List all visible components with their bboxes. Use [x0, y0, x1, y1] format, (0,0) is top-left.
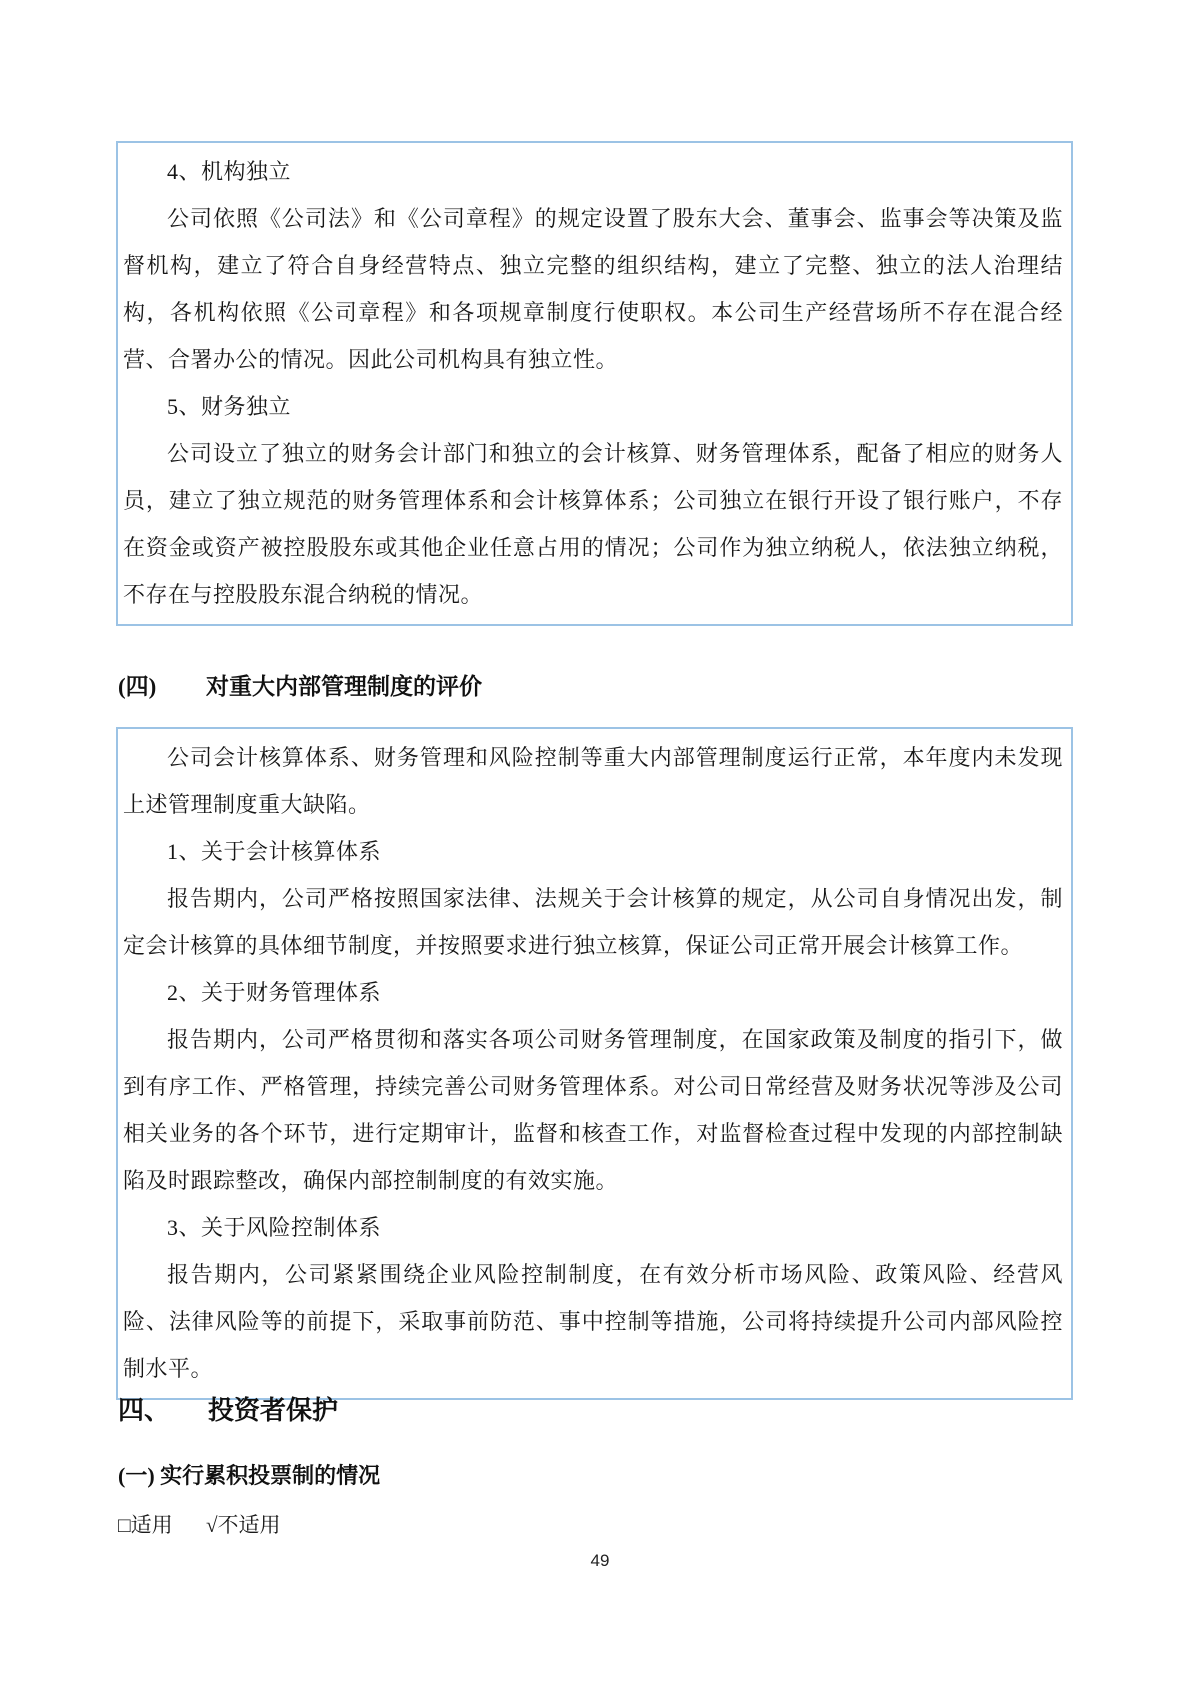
- financial-management-paragraph: 报告期内，公司严格贯彻和落实各项公司财务管理制度，在国家政策及制度的指引下，做到有序工作、严格管理，持续完善公司财务管理体系。对公司日常经营及财务状况等涉及公司相关业务的各个环节，进行定期审计，监督和核查工作，对监督检查过程中发现的内部控制缺陷及时跟踪整改，确保内部控制制度的有效实施。: [123, 1027, 1063, 1193]
- chapter-heading-investor-protection: [118, 1394, 1073, 1428]
- section-title: 对重大内部管理制度的评价: [206, 674, 482, 699]
- independence-section-box: [116, 141, 1073, 626]
- applicability-status: [118, 1510, 280, 1540]
- page-number: 49: [590, 1551, 610, 1570]
- financial-management-heading: 2、关于财务管理体系: [167, 980, 382, 1005]
- section-heading-internal-management-evaluation: [118, 671, 1073, 703]
- section-number: (四): [118, 674, 157, 699]
- financial-independence-paragraph: 公司设立了独立的财务会计部门和独立的会计核算、财务管理体系，配备了相应的财务人员，建立了独立规范的财务管理体系和会计核算体系；公司独立在银行开设了银行账户，不存在资金或资产被控股股东或其他企业任意占用的情况；公司作为独立纳税人，依法独立纳税，不存在与控股股东混合纳税的情况。: [123, 441, 1063, 607]
- org-independence-heading: 4、机构独立: [167, 159, 292, 184]
- chapter-number: 四、: [118, 1396, 171, 1425]
- not-applicable-option-checked: √不适用: [205, 1513, 281, 1537]
- risk-control-paragraph: 报告期内，公司紧紧围绕企业风险控制制度，在有效分析市场风险、政策风险、经营风险、法律风险等的前提下，采取事前防范、事中控制等措施，公司将持续提升公司内部风险控制水平。: [123, 1262, 1063, 1381]
- accounting-system-paragraph: 报告期内，公司严格按照国家法律、法规关于会计核算的规定，从公司自身情况出发，制定会计核算的具体细节制度，并按照要求进行独立核算，保证公司正常开展会计核算工作。: [123, 886, 1063, 958]
- org-independence-paragraph: 公司依照《公司法》和《公司章程》的规定设置了股东大会、董事会、监事会等决策及监督机构，建立了符合自身经营特点、独立完整的组织结构，建立了完整、独立的法人治理结构，各机构依照《公司章程》和各项规章制度行使职权。本公司生产经营场所不存在混合经营、合署办公的情况。因此公司机构具有独立性。: [123, 206, 1063, 372]
- risk-control-heading: 3、关于风险控制体系: [167, 1215, 382, 1240]
- subsection-heading-cumulative-voting: (一) 实行累积投票制的情况: [118, 1463, 381, 1488]
- chapter-title: 投资者保护: [208, 1396, 339, 1425]
- accounting-system-heading: 1、关于会计核算体系: [167, 839, 382, 864]
- applicable-option-unchecked: □适用: [118, 1513, 173, 1537]
- evaluation-section-box: [116, 727, 1073, 1400]
- evaluation-intro-paragraph: 公司会计核算体系、财务管理和风险控制等重大内部管理制度运行正常，本年度内未发现上述管理制度重大缺陷。: [123, 745, 1063, 817]
- financial-independence-heading: 5、财务独立: [167, 394, 292, 419]
